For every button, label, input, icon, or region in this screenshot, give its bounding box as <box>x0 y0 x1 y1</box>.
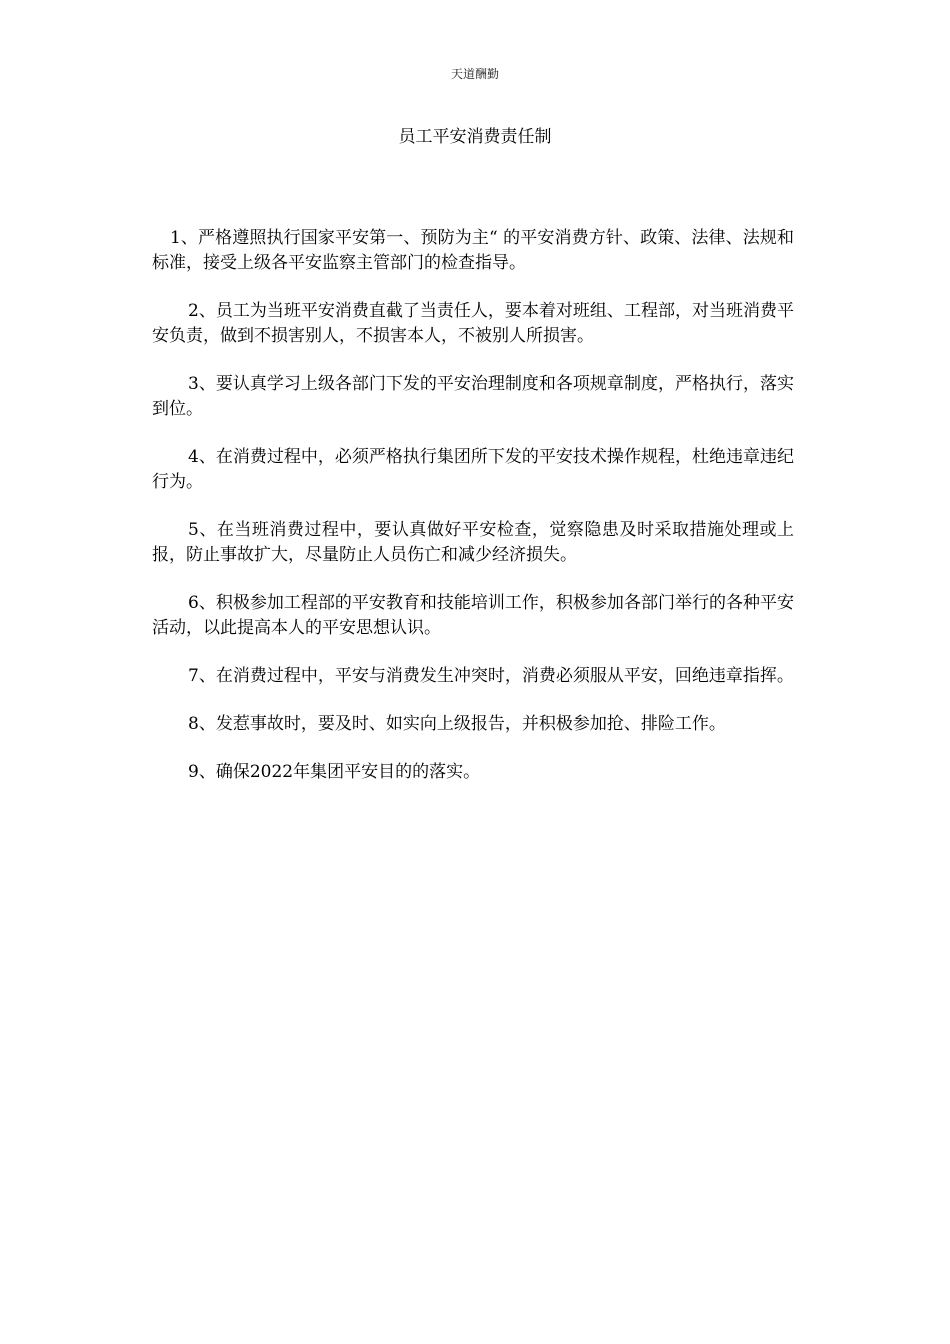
document-title: 员工平安消费责任制 <box>398 127 552 147</box>
paragraph-9: 9、确保2022年集团平安目的的落实。 <box>188 762 481 782</box>
paragraph-5: 5、在当班消费过程中，要认真做好平安检查，觉察隐患及时采取措施处理或上报，防止事故扩大，尽量防止人员伤亡和减少经济损失。 <box>152 520 794 565</box>
paragraph-6: 6、积极参加工程部的平安教育和技能培训工作，积极参加各部门举行的各种平安活动，以此提高本人的平安思想认识。 <box>152 593 794 638</box>
paragraph-2: 2、员工为当班平安消费直截了当责任人，要本着对班组、工程部，对当班消费平安负责，做到不损害别人，不损害本人，不被别人所损害。 <box>152 301 794 346</box>
paragraph-3: 3、要认真学习上级各部门下发的平安治理制度和各项规章制度，严格执行，落实到位。 <box>152 374 794 419</box>
page-header: 天道酬勤 <box>450 67 499 81</box>
paragraph-4: 4、在消费过程中，必须严格执行集团所下发的平安技术操作规程，杜绝违章违纪行为。 <box>152 447 794 492</box>
paragraph-8: 8、发惹事故时，要及时、如实向上级报告，并积极参加抢、排险工作。 <box>188 714 726 734</box>
document-body <box>152 226 794 808</box>
paragraph-1: 1、严格遵照执行国家平安第一、预防为主“ 的平安消费方针、政策、法律、法规和标准，接受上级各平安监察主管部门的检查指导。 <box>152 228 794 273</box>
paragraph-7: 7、在消费过程中，平安与消费发生冲突时，消费必须服从平安，回绝违章指挥。 <box>188 666 794 686</box>
